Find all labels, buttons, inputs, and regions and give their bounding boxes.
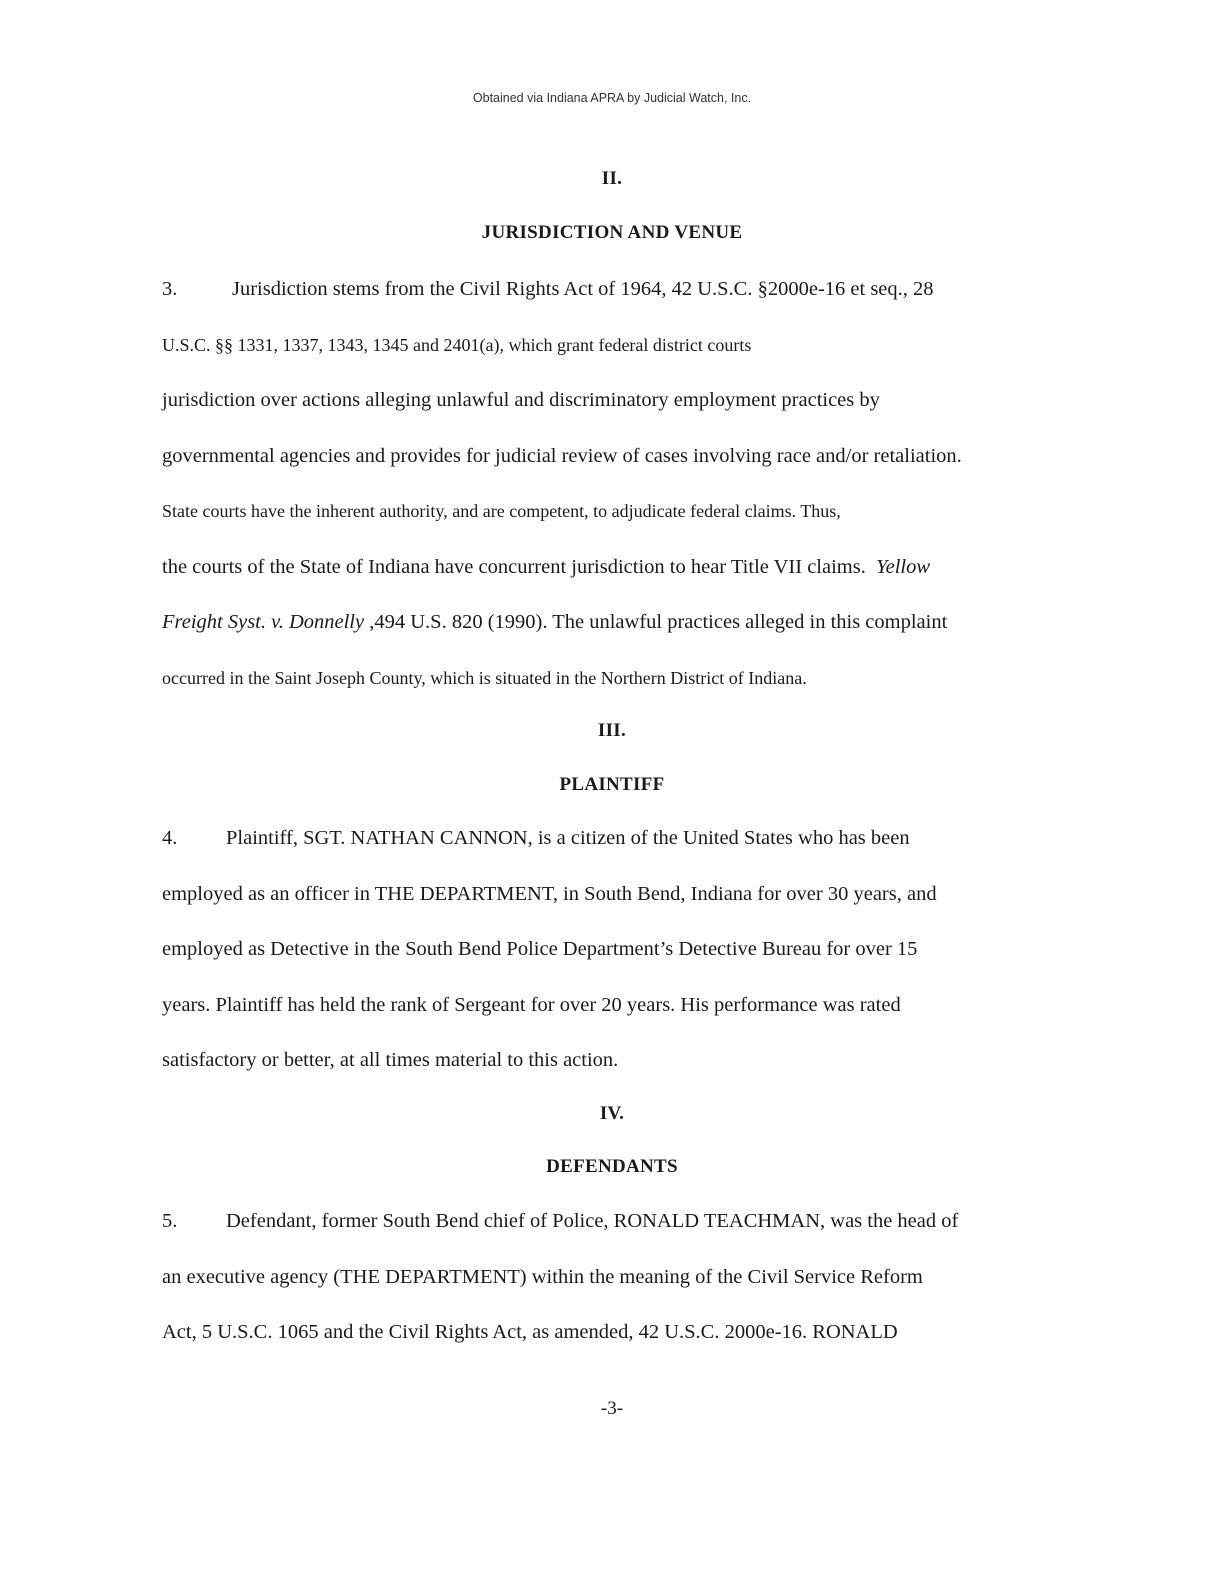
paragraph-line (162, 277, 1062, 333)
line-text: governmental agencies and provides for judicial review of cases involving race and/or retaliation. (162, 444, 962, 467)
section-title-defendants: DEFENDANTS (546, 1156, 678, 1177)
paragraph-number: 4. (162, 827, 178, 849)
line-text: the courts of the State of Indiana have concurrent jurisdiction to hear Title VII claims. (162, 555, 866, 578)
section-title-plaintiff: PLAINTIFF (559, 774, 665, 795)
case-citation: Freight Syst. v. Donnelly (162, 611, 365, 633)
paragraph-line (162, 993, 1062, 1049)
case-citation: Yellow (876, 555, 931, 578)
section-title-jurisdiction: JURISDICTION AND VENUE (481, 222, 743, 243)
paragraph-line (162, 826, 1062, 882)
paragraph-line (162, 882, 1062, 938)
paragraph-line (162, 555, 1062, 611)
line-text: Plaintiff, SGT. NATHAN CANNON, is a citizen of the United States who has been (226, 827, 910, 849)
line-text: satisfactory or better, at all times material to this action. (162, 1049, 619, 1071)
paragraph-line (162, 1209, 1062, 1265)
line-text: U.S.C. §§ 1331, 1337, 1343, 1345 and 2401(a), which grant federal district courts (162, 334, 752, 355)
line-text: occurred in the Saint Joseph County, which is situated in the Northern District of Indiana. (162, 667, 807, 688)
page-number: -3- (600, 1398, 624, 1419)
line-text: State courts have the inherent authority, and are competent, to adjudicate federal claims. Thus, (162, 501, 841, 521)
paragraph-line (162, 333, 1062, 389)
line-text: Defendant, former South Bend chief of Police, RONALD TEACHMAN, was the head of (226, 1210, 959, 1232)
line-text: jurisdiction over actions alleging unlawful and discriminatory employment practices by (162, 389, 880, 411)
section-number-iii: III. (597, 720, 627, 741)
paragraph-line (162, 1320, 1062, 1376)
paragraph-number: 5. (162, 1210, 178, 1232)
paragraph-line (162, 1265, 1062, 1321)
section-number-iv: IV. (599, 1103, 625, 1124)
line-text: an executive agency (THE DEPARTMENT) within the meaning of the Civil Service Reform (162, 1265, 923, 1288)
header-note: Obtained via Indiana APRA by Judicial Watch, Inc. (472, 91, 752, 105)
paragraph-line (162, 666, 1062, 722)
paragraph-number: 3. (162, 278, 178, 300)
line-text: Act, 5 U.S.C. 1065 and the Civil Rights Act, as amended, 42 U.S.C. 2000e-16. RONALD (162, 1321, 898, 1343)
line-text: years. Plaintiff has held the rank of Sergeant for over 20 years. His performance was rated (162, 993, 901, 1016)
paragraph-line (162, 610, 1062, 666)
paragraph-line (162, 388, 1062, 444)
paragraph-line (162, 937, 1062, 993)
paragraph-5 (162, 1209, 1062, 1376)
line-text: employed as Detective in the South Bend Police Department’s Detective Bureau for over 15 (162, 938, 918, 960)
paragraph-line (162, 499, 1062, 555)
paragraph-line (162, 1048, 1062, 1104)
paragraph-line (162, 444, 1062, 500)
section-number-ii: II. (601, 168, 623, 189)
paragraph-3 (162, 277, 1062, 721)
paragraph-4 (162, 826, 1062, 1104)
line-text: Jurisdiction stems from the Civil Rights Act of 1964, 42 U.S.C. §2000e-16 et seq., 28 (232, 278, 934, 300)
line-text: employed as an officer in THE DEPARTMENT, in South Bend, Indiana for over 30 years, and (162, 882, 937, 905)
line-text: ,494 U.S. 820 (1990). The unlawful practices alleged in this complaint (369, 611, 948, 633)
